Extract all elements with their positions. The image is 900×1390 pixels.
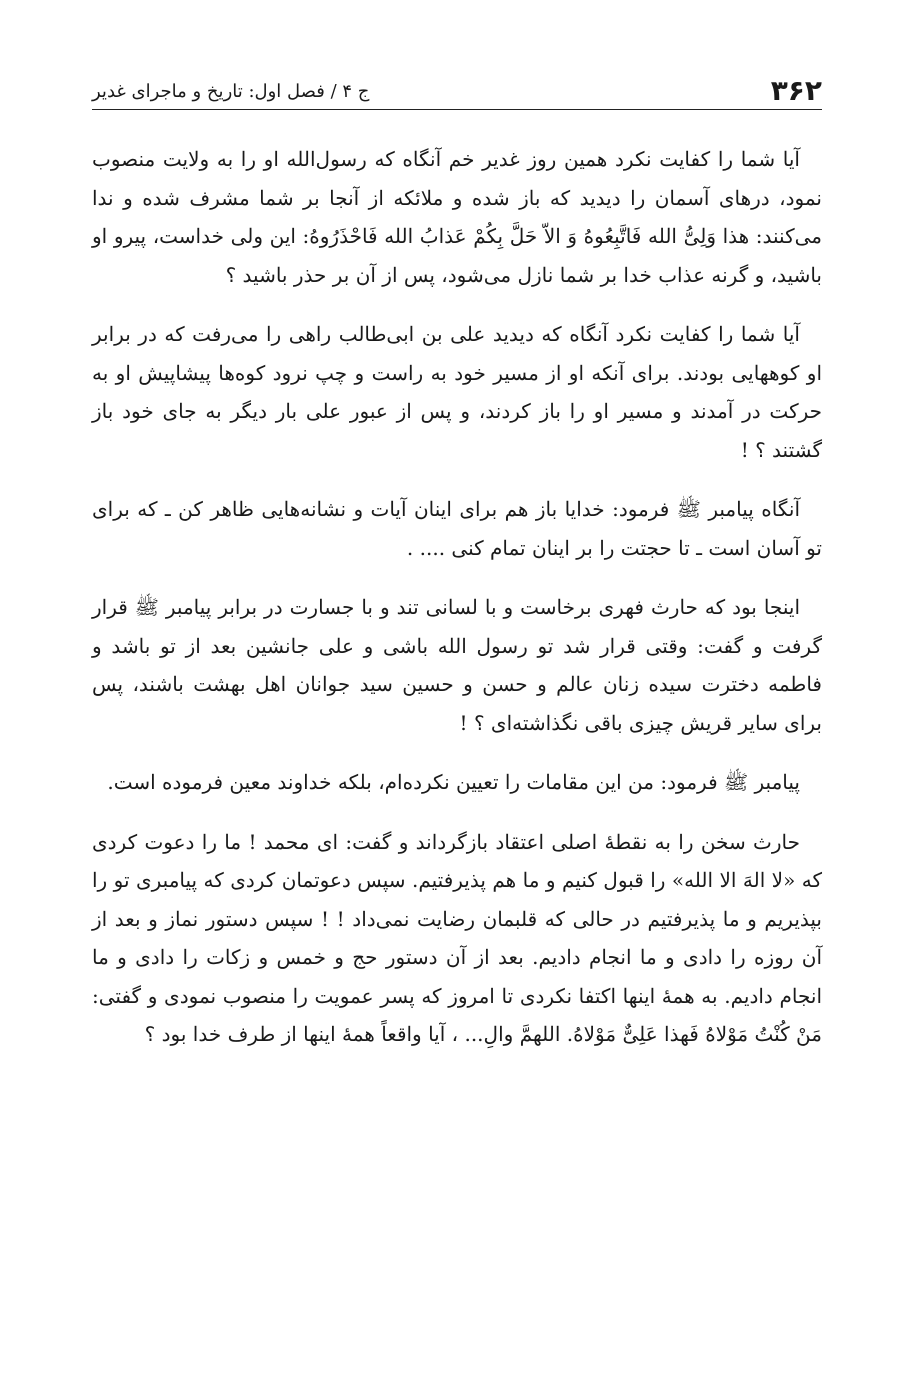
paragraph: آنگاه پیامبر ﷺ فرمود: خدایا باز هم برای اینان آیات و نشانه‌هایی ظاهر کن ـ که برای تو آسان است ـ تا حجتت را بر اینان تمام کنی .... . [92, 497, 822, 560]
paragraph: آیا شما را کفایت نکرد همین روز غدیر خم آنگاه که رسول‌الله او را به ولایت منصوب نمود، درهای آسمان را دیدید که باز شده و ملائکه از آنجا بر شما مشرف شده و ندا می‌کنند: هذا وَلِیُّ الله فَاتَّبِعُوهُ وَ الاّ حَلَّ بِکُمْ عَذابُ الله فَاحْذَرُوهُ: این ولی خداست، پیرو او باشید، و گرنه عذاب خدا بر شما نازل می‌شود، پس از آن بر حذر باشید ؟ [92, 147, 822, 287]
page-header [92, 60, 822, 110]
paragraph: حارث سخن را به نقطهٔ اصلی اعتقاد بازگرداند و گفت: ای محمد ! ما را دعوت کردی که «لا الهَ الا الله» را قبول کنیم و ما هم پذیرفتیم. سپس دعوتمان کردی که پیامبری تو را بپذیریم و ما پذیرفتیم در حالی که قلبمان رضایت نمی‌داد ! ! سپس دستور نماز و بعد از آن روزه را دادی و ما انجام دادیم. بعد از آن دستور حج و خمس و زکات را دادی و ما انجام دادیم. به همهٔ اینها اکتفا نکردی تا امروز که پسر عمویت را منصوب نمودی و گفتی: مَنْ کُنْتُ مَوْلاهُ فَهذا عَلِیٌّ مَوْلاهُ. اللهمَّ والِ... ، آیا واقعاً همهٔ اینها از طرف خدا بود ؟ [92, 829, 822, 1046]
paragraph: آیا شما را کفایت نکرد آنگاه که دیدید علی بن ابی‌طالب راهی را می‌رفت که در برابر او کوههایی بودند. برای آنکه او از مسیر خود به راست و چپ نرود کوه‌ها پیشاپیش او به حرکت در آمدند و مسیر او را باز کردند، و پس از عبور علی بار دیگر به جای خود باز گشتند ؟ ! [92, 322, 822, 462]
book-page [92, 60, 822, 1075]
page-body [92, 140, 822, 1054]
running-head: ج ۴ / فصل اول: تاریخ و ماجرای غدیر [92, 81, 370, 102]
paragraph: پیامبر ﷺ فرمود: من این مقامات را تعیین نکرده‌ام، بلکه خداوند معین فرموده است. [107, 770, 800, 794]
page-number: ۳۶۲ [770, 74, 822, 107]
paragraph: اینجا بود که حارث فهری برخاست و با لسانی تند و با جسارت در برابر پیامبر ﷺ قرار گرفت و گفت: وقتی قرار شد تو رسول الله باشی و علی جانشین بعد از تو باشد و فاطمه دخترت سیده زنان عالم و حسن و حسین سید جوانان اهل بهشت باشند، پس برای سایر قریش چیزی باقی نگذاشته‌ای ؟ ! [92, 595, 822, 735]
